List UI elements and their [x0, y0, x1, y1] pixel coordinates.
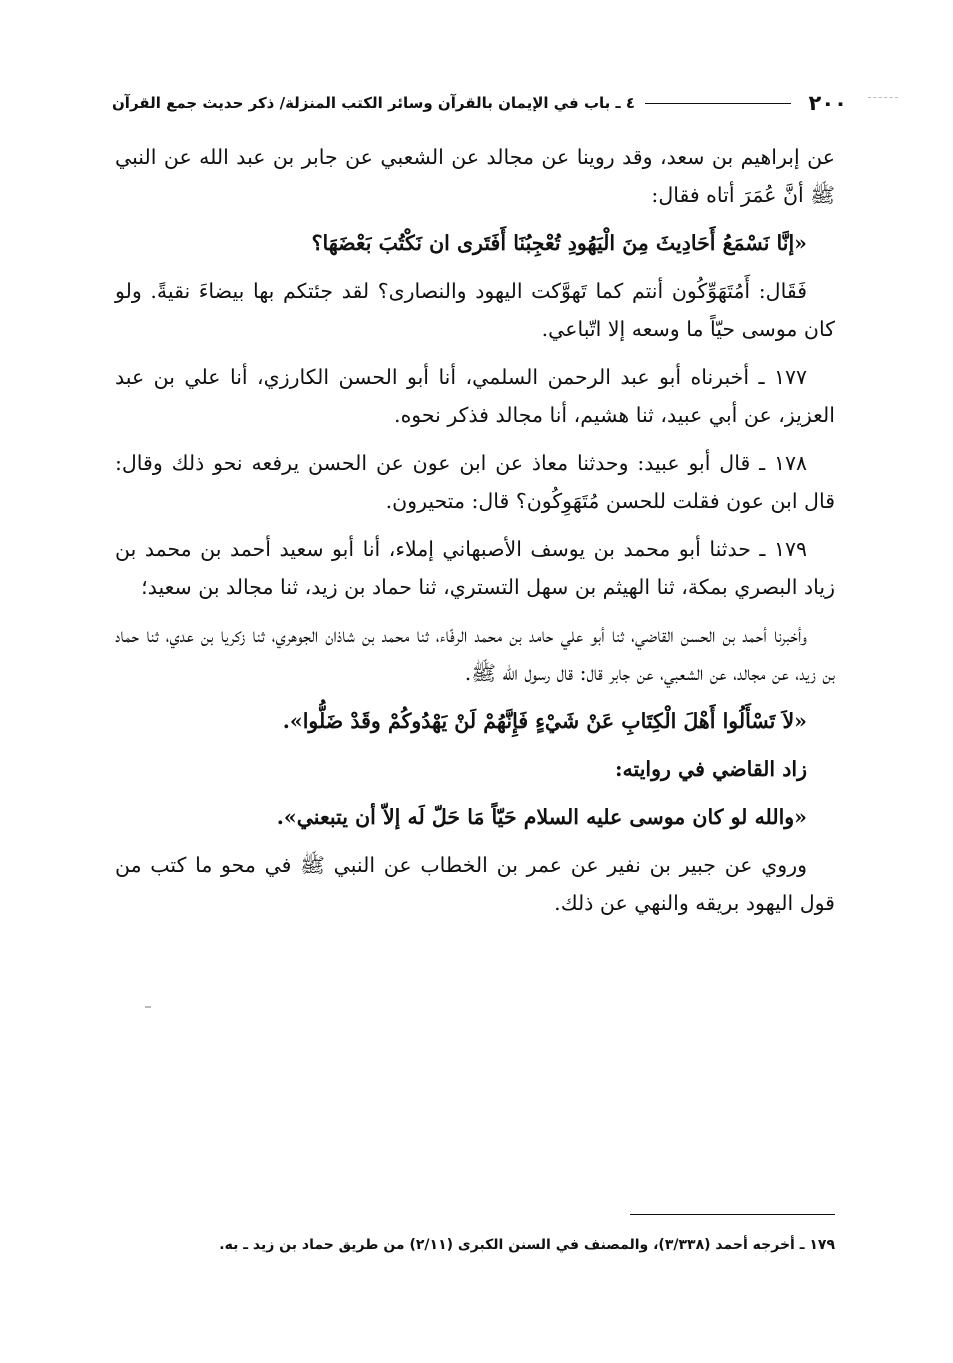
footnote-rule: [630, 1214, 835, 1215]
paragraph: وروي عن جبير بن نفير عن عمر بن الخطاب عن النبي ﷺ في محو ما كتب من قول اليهود بريقه والنهي عن ذلك.: [115, 853, 835, 915]
paragraph: فَقَال: أَمُتَهَوِّكُون أنتم كما تَهوَّكت اليهود والنصارى؟ لقد جئتكم بها بيضاءَ نقيةً. ولو كان موسى حيّاً ما وسعه إلا اتّباعي.: [115, 279, 835, 341]
footnote: ١٧٩ ـ أخرجه أحمد (٣/٣٣٨)، والمصنف في السنن الكبرى (٢/١١) من طريق حماد بن زيد ـ به.: [219, 1237, 835, 1253]
hadith-quote: «إنَّا نَسْمَعُ أَحَادِيثَ مِنَ الْيَهُودِ تُعْجِبُنَا أَفَتَرى ان نَكْتُبَ بَعْضَهَا؟: [311, 231, 807, 255]
main-text: [115, 138, 835, 932]
running-header: [112, 88, 847, 118]
paragraph: عن إبراهيم بن سعد، وقد روينا عن مجالد عن الشعبي عن جابر بن عبد الله عن النبي ﷺ أنَّ عُمَرَ أتاه فقال:: [115, 145, 835, 207]
paragraph: ١٧٨ ـ قال أبو عبيد: وحدثنا معاذ عن ابن عون عن الحسن يرفعه نحو ذلك وقال: قال ابن عون فقلت للحسن مُتَهَوِكُون؟ قال: متحيرون.: [115, 451, 835, 513]
header-title: ٤ ـ باب في الإيمان بالقرآن وسائر الكتب المنزلة/ ذكر حديث جمع القرآن: [112, 94, 636, 112]
header-edge-mark: [868, 97, 898, 98]
hadith-quote: «لاَ تَسْأَلُوا أَهْلَ الْكِتَابِ عَنْ شَيْءٍ فَإِنَّهُمْ لَنْ يَهْدُوكُمْ وقَدْ ضَلُّوا».: [282, 709, 807, 733]
paragraph: وأخبرنا أحمد بن الحسن القاضي، ثنا أبو علي حامد بن محمد الرفّاء، ثنا محمد بن شاذان الجوهري، ثنا زكريا بن عدي، ثنا حماد بن زيد، عن مجالد، عن الشعبي، عن جابر قال: قال رسول الله ﷺ.: [115, 623, 835, 685]
paragraph: ١٧٩ ـ حدثنا أبو محمد بن يوسف الأصبهاني إملاء، أنا أبو سعيد أحمد بن محمد بن زياد البصري بمكة، ثنا الهيثم بن سهل التستري، ثنا حماد بن زيد، ثنا مجالد بن سعيد؛: [115, 537, 835, 599]
scan-mark: [145, 1006, 151, 1008]
hadith-quote: «والله لو كان موسى عليه السلام حَيّاً مَا حَلّ لَه إلاّ أن يتبعني».: [276, 805, 807, 829]
page-number: ٢٠٠: [808, 91, 847, 115]
header-rule: [645, 103, 791, 104]
paragraph: زاد القاضي في روايته:: [614, 757, 807, 781]
paragraph: ١٧٧ ـ أخبرناه أبو عبد الرحمن السلمي، أنا أبو الحسن الكارزي، أنا علي بن عبد العزيز، عن أبي عبيد، ثنا هشيم، أنا مجالد فذكر نحوه.: [115, 365, 835, 427]
